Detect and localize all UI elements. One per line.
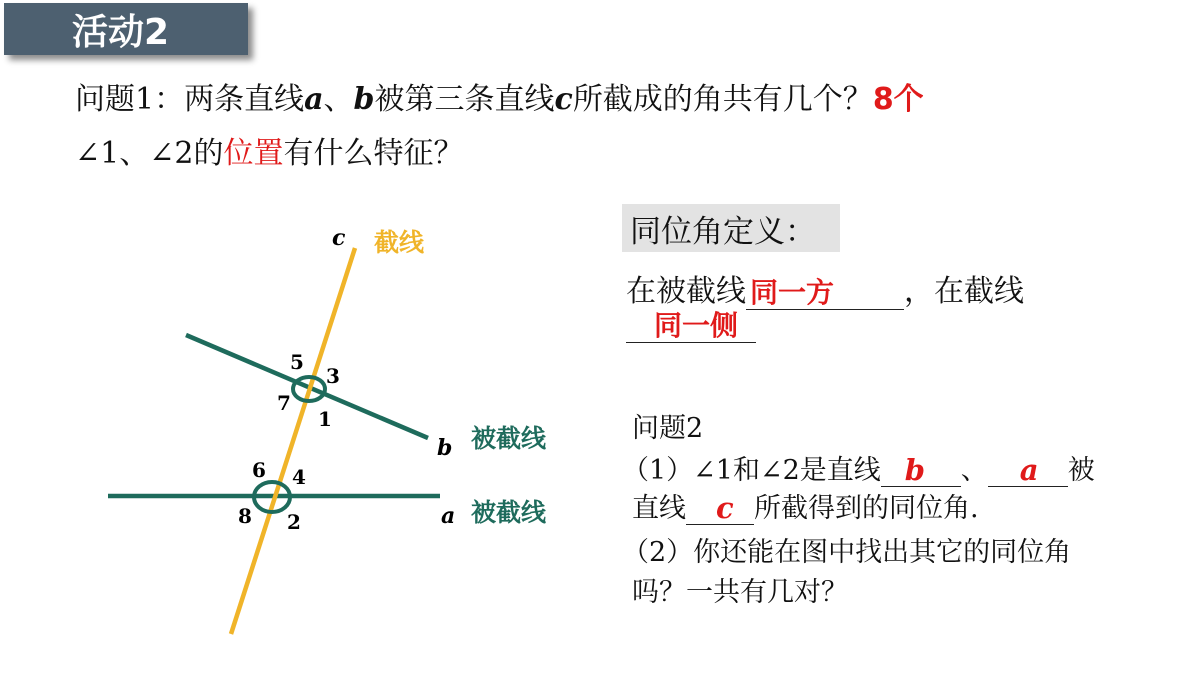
label-a: a (441, 503, 456, 529)
problem2-fill-a: a (1019, 453, 1039, 487)
problem1-mid: 被第三条直线 (374, 82, 555, 117)
angle-label-2: 2 (287, 510, 301, 534)
problem1b-highlight: 位置 (223, 136, 284, 171)
problem2-fill-c: c (716, 491, 734, 525)
angle-label-7: 7 (277, 391, 291, 415)
problem2-line-4: 吗？一共有几对？ (632, 577, 848, 608)
problem1-var-b: b (353, 82, 375, 117)
problem1-suffix: 所截成的角共有几个？ (572, 82, 873, 117)
label-c: c (332, 225, 346, 251)
problem2-line-3: （2）你还能在图中找出其它的同位角 (622, 537, 1072, 568)
label-b: b (437, 435, 453, 461)
definition-title: 同位角定义： (630, 213, 816, 250)
problem2-title: 问题2 (632, 413, 704, 444)
angle-label-8: 8 (238, 504, 252, 528)
angle-label-4: 4 (292, 465, 306, 489)
problem2-sep: 、 (960, 455, 988, 486)
angle-label-5: 5 (290, 350, 304, 374)
problem1b-suffix: 有什么特征？ (283, 136, 464, 171)
problem1-var-c: c (554, 82, 573, 117)
problem1b-prefix: ∠1、∠2的 (75, 136, 224, 171)
problem2-line2-suffix: 所截得到的同位角. (754, 493, 979, 524)
definition-fill-1: 同一方 (750, 276, 835, 309)
problem2-fill-b: b (904, 453, 926, 487)
problem2-line1-prefix: （1）∠1和∠2是直线 (622, 455, 881, 486)
problem2-line1-suffix: 被 (1067, 455, 1095, 486)
transversal-line-c (231, 248, 355, 634)
definition-fill-2: 同一侧 (654, 309, 739, 342)
cut-line-b (186, 335, 428, 438)
definition-part2: ，在截线 (904, 274, 1024, 309)
problem1-var-a: a (304, 82, 324, 117)
label-transversal: 截线 (374, 228, 425, 257)
problem1-answer: 8个 (872, 82, 924, 117)
activity-title: 活动2 (72, 11, 170, 53)
angle-label-1: 1 (318, 407, 332, 431)
problem2-line2-prefix: 直线 (632, 493, 686, 524)
angle-label-3: 3 (326, 364, 340, 388)
angle-label-6: 6 (252, 458, 266, 482)
problem1-prefix: 问题1：两条直线 (75, 82, 305, 117)
label-cut-b: 被截线 (471, 424, 547, 453)
problem1-sep: 、 (323, 82, 354, 117)
definition-part1: 在被截线 (626, 274, 746, 309)
label-cut-a: 被截线 (471, 498, 547, 527)
